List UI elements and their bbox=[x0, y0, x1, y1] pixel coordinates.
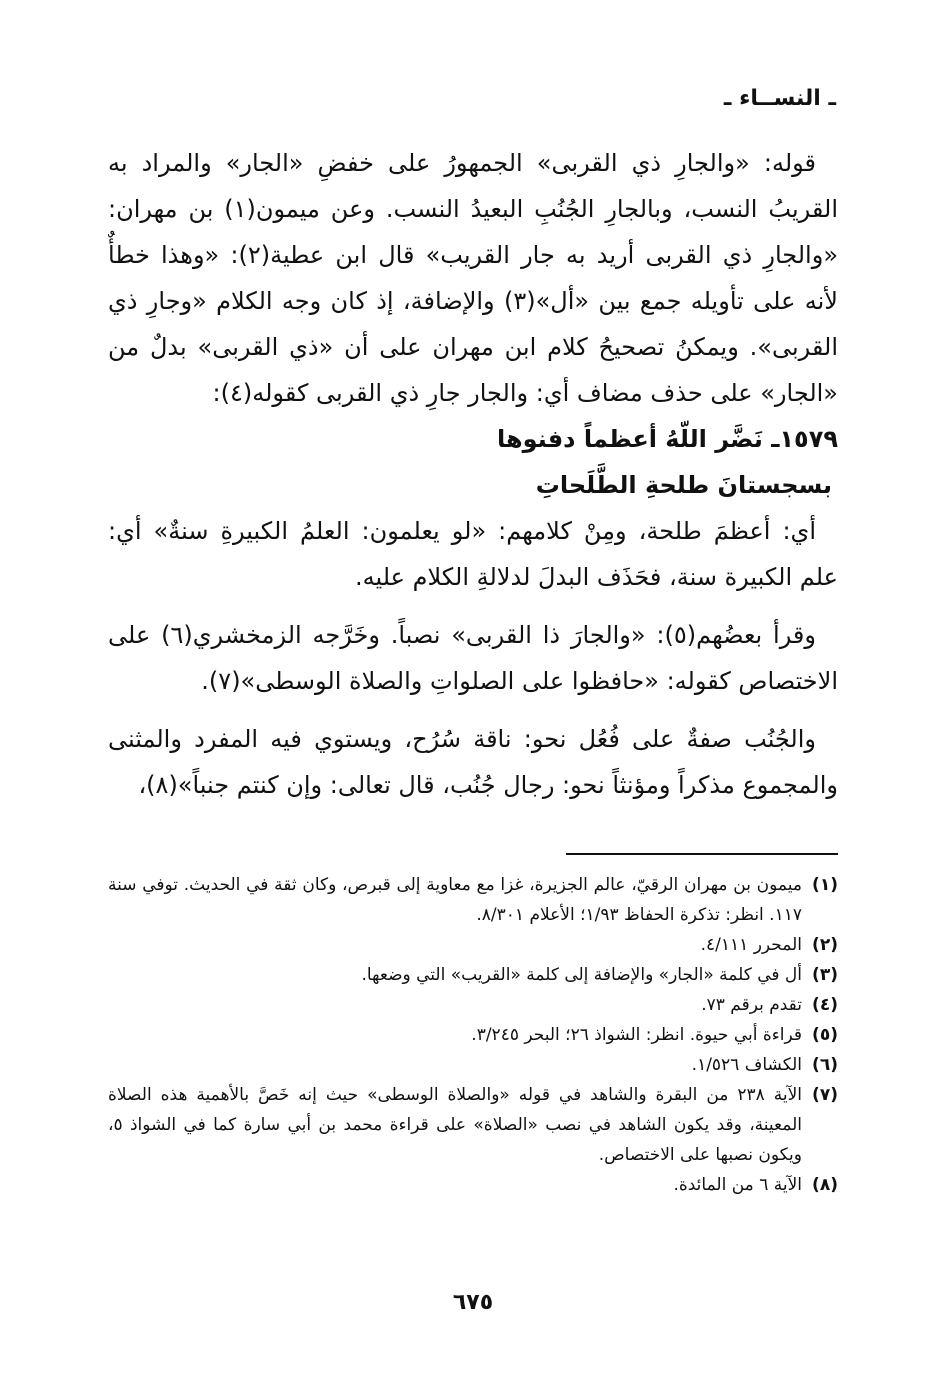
footnote-divider bbox=[566, 853, 838, 855]
footnote-text: قراءة أبي حيوة. انظر: الشواذ ٢٦؛ البحر ٣/٢٤٥. bbox=[471, 1025, 802, 1045]
footnote-number: (٧) bbox=[812, 1085, 838, 1105]
paragraph-1: قوله: «والجارِ ذي القربى» الجمهورُ على خفضِ «الجار» والمراد به القريبُ النسب، وبالجارِ الجُنُبِ البعيدُ النسب. وعن ميمون(١) بن مهران: «والجارِ ذي القربى أريد به جار القريب» قال ابن عطية(٢): «وهذا خطأٌ لأنه على تأويله جمع بين «أل»(٣) والإضافة، إذ كان وجه الكلام «وجارِ ذي القربى». ويمكنُ تصحيحُ كلام ابن مهران على أن «ذي القربى» بدلٌ من «الجار» على حذف مضاف أي: والجار جارِ ذي القربى كقوله(٤): bbox=[108, 149, 838, 407]
verse-line-1: ١٥٧٩ـ نَضَّر اللّهُ أعظماً دفنوها bbox=[496, 425, 838, 453]
footnote-item bbox=[108, 1050, 838, 1080]
footnote-text: ميمون بن مهران الرقيّ، عالم الجزيرة، غزا مع معاوية إلى قبرص، وكان ثقة في الحديث. توفي سنة ١١٧. انظر: تذكرة الحفاظ ١/٩٣؛ الأعلام ٨/٣٠١. bbox=[108, 875, 802, 925]
paragraph-gap bbox=[108, 704, 838, 716]
footnotes-list bbox=[108, 870, 838, 1200]
footnote-number: (٢) bbox=[812, 935, 838, 955]
running-header: ـ النســاء ـ bbox=[723, 86, 836, 111]
footnote-text: الآية ٢٣٨ من البقرة والشاهد في قوله «والصلاة الوسطى» حيث إنه خَصَّ بالأهمية هذه الصلاة المعينة، وقد يكون الشاهد في نصب «الصلاة» على قراءة محمد بن أبي سارة كما في الشواذ ٥، ويكون نصبها على الاختصاص. bbox=[108, 1085, 803, 1165]
paragraph-3: وقرأ بعضُهم(٥): «والجارَ ذا القربى» نصباً. وخَرَّجه الزمخشري(٦) على الاختصاص كقوله: «حافظوا على الصلواتِ والصلاة الوسطى»(٧). bbox=[108, 621, 838, 695]
footnote-number: (٨) bbox=[812, 1175, 838, 1195]
footnote-item bbox=[108, 870, 838, 930]
footnote-item bbox=[108, 1020, 838, 1050]
footnote-item bbox=[108, 1080, 838, 1170]
footnote-item bbox=[108, 930, 838, 960]
page-number: ٦٧٥ bbox=[452, 1290, 494, 1315]
footnote-item bbox=[108, 990, 838, 1020]
footnote-text: تقدم برقم ٧٣. bbox=[701, 995, 802, 1015]
footnote-text: المحرر ٤/١١١. bbox=[700, 935, 802, 955]
footnote-number: (٤) bbox=[812, 995, 838, 1015]
main-text bbox=[108, 140, 838, 808]
footnote-item bbox=[108, 960, 838, 990]
paragraph-2: أي: أعظمَ طلحة، ومِنْ كلامهم: «لو يعلمون: العلمُ الكبيرةِ سنةٌ» أي: علم الكبيرة سنة، فحَذَف البدلَ لدلالةِ الكلام عليه. bbox=[108, 517, 838, 591]
paragraph-gap bbox=[108, 600, 838, 612]
footnote-item bbox=[108, 1170, 838, 1200]
footnote-number: (٣) bbox=[812, 965, 838, 985]
footnote-number: (١) bbox=[812, 875, 838, 895]
paragraph-4: والجُنُب صفةٌ على فُعُل نحو: ناقة سُرُح، ويستوي فيه المفرد والمثنى والمجموع مذكراً ومؤنثاً نحو: رجال جُنُب، قال تعالى: وإن كنتم جنباً»(٨)، bbox=[108, 725, 838, 799]
footnote-text: الكشاف ١/٥٢٦. bbox=[691, 1055, 802, 1075]
footnote-text: أل في كلمة «الجار» والإضافة إلى كلمة «القريب» التي وضعها. bbox=[361, 965, 802, 985]
footnote-number: (٦) bbox=[812, 1055, 838, 1075]
footnote-text: الآية ٦ من المائدة. bbox=[673, 1175, 802, 1195]
verse-line-2: بسجستانَ طلحةِ الطَّلَحاتِ bbox=[535, 471, 832, 499]
footnote-number: (٥) bbox=[812, 1025, 838, 1045]
